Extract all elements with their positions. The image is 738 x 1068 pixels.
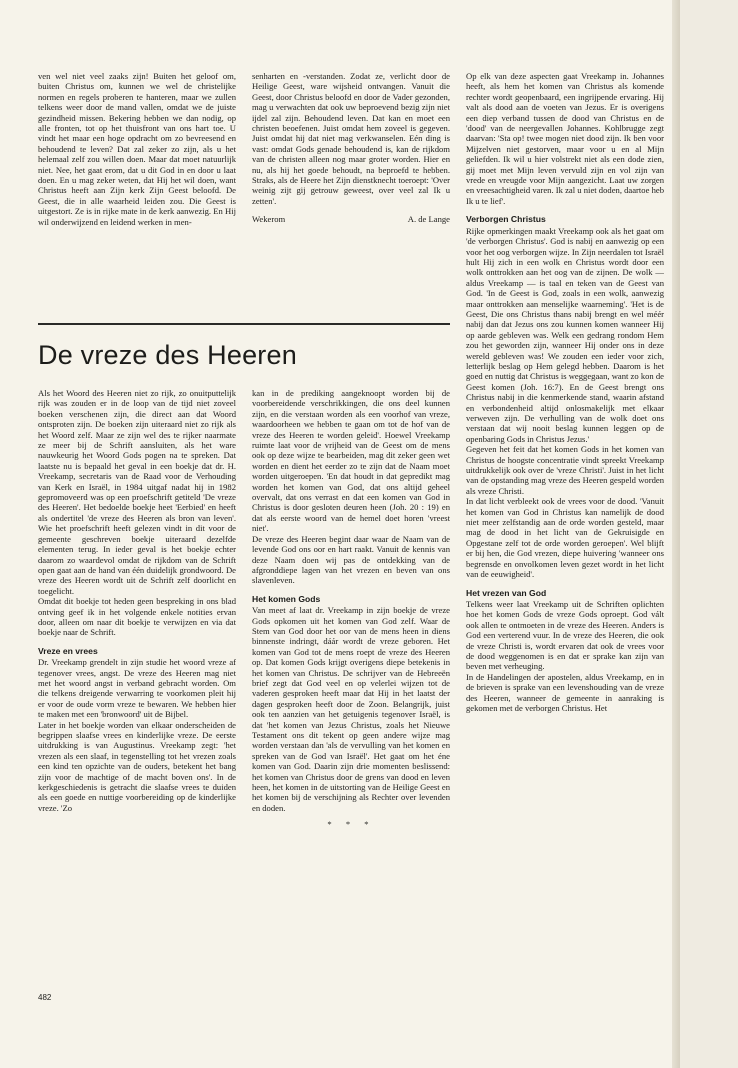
article-col2	[252, 388, 450, 988]
byline-place: Wekerom	[252, 214, 286, 225]
section-heading-vreze-en-vrees: Vreze en vrees	[38, 645, 98, 656]
byline-author: A. de Lange	[407, 214, 450, 225]
previous-article-text-2: senharten en -verstanden. Zodat ze, verlicht door de Heilige Geest, ware wijsheid ontvangen. Vanuit die Geest, door Christus beloofd en door de Vader gezonden, mag u verwachten dat ook uw beproevend bezig zijn niet ijdel zal zijn. Behoudend leven. Dat kan en moet een christen beoefenen. Juist omdat hem zoveel is gegeven. Juist omdat hij dat niet mag verkwanselen. Eén ding is vast: omdat Gods genade behoudend is, kan de rijkdom van de christen alleen nog maar groter worden. Hier en nu, als hij het goede behoudt, na beproefd te hebben. Straks, als de Heere het Zijn dienstknecht toeroept: 'Over weinig zijt gij getrouw geweest, over veel zal Ik u zetten'.	[252, 71, 450, 206]
article-paragraph: Later in het boekje worden van elkaar onderscheiden de begrippen slaafse vrees en kinderlijke vreze. De eerste uitdrukking is van Augustinus. Vreekamp zegt: 'het vrezen als een slaaf, in tegenstelling tot het vrezen zoals een kind ten opzichte van de ouders, betekent het bang zijn voor de machtige of de macht boven ons'. In de kerkgeschiedenis is getracht die slaafse vrees te duiden als een goede en nuttige voorbereiding op de kinderlijke vreze. 'Zo	[38, 719, 236, 813]
article-paragraph: Omdat dit boekje tot heden geen bespreking in ons blad ontving geef ik in het volgende enkele notities ervan door, alleen om naar dit boekje te verwijzen en via dat boekje naar de Schrift.	[38, 596, 236, 638]
article-paragraph: Gegeven het feit dat het komen Gods in het komen van Christus de hoogste concentratie vindt spreekt Vreekamp uitdrukkelijk ook over de 'vreze Christi'. Juist in het licht van de opstanding mag vreze des Heeren gespeld worden als vreze Christi.	[466, 444, 664, 496]
article-paragraph: Als het Woord des Heeren niet zo rijk, zo onuitputtelijk rijk was zouden er in de loop van de tijd niet zoveel boeken verschenen zijn, die direct aan dat Woord ontsproten zijn. De boeken zijn uiteraard niet zo rijk als het Woord zelf. Maar ze zijn wel des te rijker naarmate ze meer bij de Schrift aansluiten, als het ware nauwkeurig het Woord Gods pogen na te spreken. Dat laatste nu is bepaald het geval in een boekje dat dr. H. Vreekamp, secretaris van de Raad voor de Verhouding van Kerk en Israël, in 1984 uitgaf nadat hij in 1982 gepromoveerd was op een proefschrift getiteld 'De vreze des Heeren'. Het bedoelde boekje heet 'Eerbied' en heeft als ondertitel 'de vreze des Heeren als bron van leven'. Wie het proefschrift heeft gelezen vindt in dit voor de gemeente geschreven boekje uiteraard dezelfde elementen terug. In ieder geval is het boekje echter daarom zo waardevol omdat de rijkdom van de Schrift open gaat aan de hand van één duidelijk grondwoord. De vreze des Heeren wordt uit de Schrift zelf doorlicht en toegelicht.	[38, 388, 236, 596]
article-paragraph: In dat licht verbleekt ook de vrees voor de dood. 'Vanuit het komen van God in Christus kan namelijk de dood niet meer zelfstandig aan de orde worden gesteld, maar mag de dood in het licht van de Gekruisigde en Opgestane zelf tot de orde worden geroepen'. Wel blijft er bij hen, die God vrezen, diepe huivering 'wanneer ons begrensde en onvolkomen leven gezet wordt in het licht van de eeuwigheid'.	[466, 496, 664, 580]
section-break-stars: * * *	[327, 819, 375, 830]
section-heading-verborgen-christus: Verborgen Christus	[466, 214, 546, 225]
section-heading-het-vrezen-van-god: Het vrezen van God	[466, 587, 547, 598]
article-paragraph: In de Handelingen der apostelen, aldus Vreekamp, en in de brieven is sprake van een levenshouding van de vreze des Heeren, wanneer de gemeente in aanraking is gekomen met de verborgen Christus. Het	[466, 671, 664, 713]
section-heading-het-komen-gods: Het komen Gods	[252, 593, 321, 604]
byline	[252, 214, 450, 224]
article-paragraph: Op elk van deze aspecten gaat Vreekamp in. Johannes heeft, als hem het komen van Christus als komende rechter wordt geopenbaard, een ingrijpende ervaring. Hij valt als dood aan de voeten van Jezus. Er is overigens een diep verband tussen de dood van Christus en de 'dood' van de neergevallen Johannes. Kohlbrugge zegt daarvan: 'Sta op! twee mogen niet dood zijn. Ik ben voor Mijzelven niet gestorven, maar voor u en al Mijn geliefden. Ik wil u hier volstrekt niet als een dode zien, gij moet met Mijn leven vervuld zijn en vol zijn van vrede en vreugde voor Mijn aangezicht. Laat uw zorgen en vreesachtigheid varen. Ik zal u niet doden, daartoe heb Ik u te lief'.	[466, 71, 664, 206]
next-page-edge	[680, 0, 738, 1068]
section-divider	[38, 323, 450, 325]
article-paragraph: Rijke opmerkingen maakt Vreekamp ook als het gaat om 'de verborgen Christus'. God is nabij en aanwezig op een voor het oog verborgen wijze. In Zijn neerdalen tot Israël hult Hij zich in een wolk en Christus wordt door een wolk onttrokken aan het oog van de zijnen. De wolk — aldus Vreekamp — is taal en teken van de Geest van God. 'In de Geest is God, zoals in een wolk, aanwezig maar onttrokken aan menselijke waarneming'. 'Het is de Geest, Die ons Christus thans nabij brengt en wel méér nabij dan dat Jezus ons zou kunnen komen wanneer Hij op aarde gebleven was. Welk een gedrang rondom Hem zou het geworden zijn, wanneer Hij onder ons in deze wereld gebleven was! We zouden een ieder voor zich, letterlijk beslag op Hem gelegd hebben. Daarom is het goed en nuttig dat Christus is weggegaan, want zo kon de Geest komen (Joh. 16:7). En de Geest brengt ons Christus nabij in die kenmerkende stand, waarin afstand en verbondenheid altijd onlosmakelijk met elkaar verweven zijn. De verhulling van de wolk doet ons verstaan dat wij nooit beslag kunnen leggen op de openbaring Gods in Christus Jezus.'	[466, 225, 664, 444]
previous-article-col2	[252, 71, 450, 315]
article-paragraph: Telkens weer laat Vreekamp uit de Schriften oplichten hoe het komen Gods de vreze Gods oproept. God vált ook allen te ontmoeten in de vreze des Heeren. Anders is God een verterend vuur. In de vreze des Heeren, die ook de vreze Christi is, wordt ervaren dat ook de vrees voor de dood weggenomen is en dat er sprake kan zijn van beven met verheuging.	[466, 598, 664, 672]
article-paragraph: De vreze des Heeren begint daar waar de Naam van de levende God ons oor en hart raakt. Vanuit de kennis van deze Naam doen wij pas de ontdekking van de afgronddiepe lagen van het vrezen en beven van ons slavenleven.	[252, 533, 450, 586]
previous-article-col1	[38, 71, 236, 315]
article-col1	[38, 388, 236, 984]
previous-article-text-1: ven wel niet veel zaaks zijn! Buiten het geloof om, buiten Christus om, kunnen we wel de christelijke normen en regels proberen te hanteren, maar we zullen telkens weer door de mand vallen, omdat we de juiste gezindheid missen. Bekering hebben we dan nodig, op alle fronten, tot op het thuisfront van ons hart toe. U vindt het maar een hoge opdracht om zo bevreesend en behoudend te leven? Dat zal zeker zo zijn, als u het helemaal zelf zou willen doen. Maar dat moet natuurlijk niet. Nee, het gaat erom, dat u dit God in en door u laat doen. En u mag zeker weten, dat Hij het wil doen, want Christus heeft aan Zijn kerk Zijn Geest beloofd. De Geest, die in alle waarheid leiden zou. Die Geest is uitgestort. Ze is in rijke mate in de kerk aanwezig. En Hij wil onderwijzend en leidend werken in men-	[38, 71, 236, 227]
page-number: 482	[38, 993, 52, 1002]
article-paragraph: Van meet af laat dr. Vreekamp in zijn boekje de vreze Gods opkomen uit het komen van God zelf. Waar de Stem van God door het oor van de mens heen in diens binnenste indringt, dáár wordt de vreze geboren. Het komen van God tot de mens roept de vreze des Heeren op. Dat komen Gods krijgt overigens diepe betekenis in het komen van Christus. De schrijver van de Hebreeën brief zegt dat God veel en op velerlei wijzen tot de vaderen gesproken heeft maar dat Hij in het laatst der dagen gesproken heeft door de Zoon. Belangrijk, juist ook ten aanzien van het getuigenis tegenover Israël, is dat 'het komen van Jezus Christus, zoals het Nieuwe Testament ons dit tekent op geen andere wijze mag worden verstaan dan 'als de vervulling van het komen en spreken van de God van Israël'. Het gaat om het éne komen van God. Daarin zijn drie momenten beslissend: het komen van Christus door de grens van dood en leven heen, het komen in de uitstorting van de Heilige Geest en het komen bij de verschijning als Rechter over levenden en doden.	[252, 605, 450, 813]
article-paragraph: kan in de prediking aangeknoopt worden bij de voorbereidende verschrikkingen, die ons deel kunnen zijn, en die verstaan worden als een voorhof van vreze, waardoorheen we hebben te gaan om tot de hof van de vreze des Heeren te worden geleid'. Hoewel Vreekamp ruimte laat voor de vrijheid van de Geest om de mens ook op deze wijze te bearbeiden, mag dit zeker geen wet worden en dient het eerder zo te zijn dat de Naam moet worden uitgeroepen. 'En dat houdt in dat gepredikt mag worden het komen van God, dat ons altijd geheel overvalt, dat ons verrast en dat een komen van God in Christus is door gesloten deuren heen (Joh. 20 : 19) en dat als eerste woord van de hemel doet horen 'vreest niet'.	[252, 388, 450, 534]
article-col3	[466, 71, 664, 997]
page-gutter	[672, 0, 680, 1068]
article-title: De vreze des Heeren	[38, 340, 297, 370]
article-paragraph: Dr. Vreekamp grendelt in zijn studie het woord vreze af tegenover vrees, angst. De vreze des Heeren mag niet met het woord angst in verband gebracht worden. Om die telkens dreigende verwarring te voorkomen pleit hij er voor de oude vorm vreze te bewaren. We hebben hier te maken met een 'bronwoord' uit de Bijbel.	[38, 657, 236, 720]
